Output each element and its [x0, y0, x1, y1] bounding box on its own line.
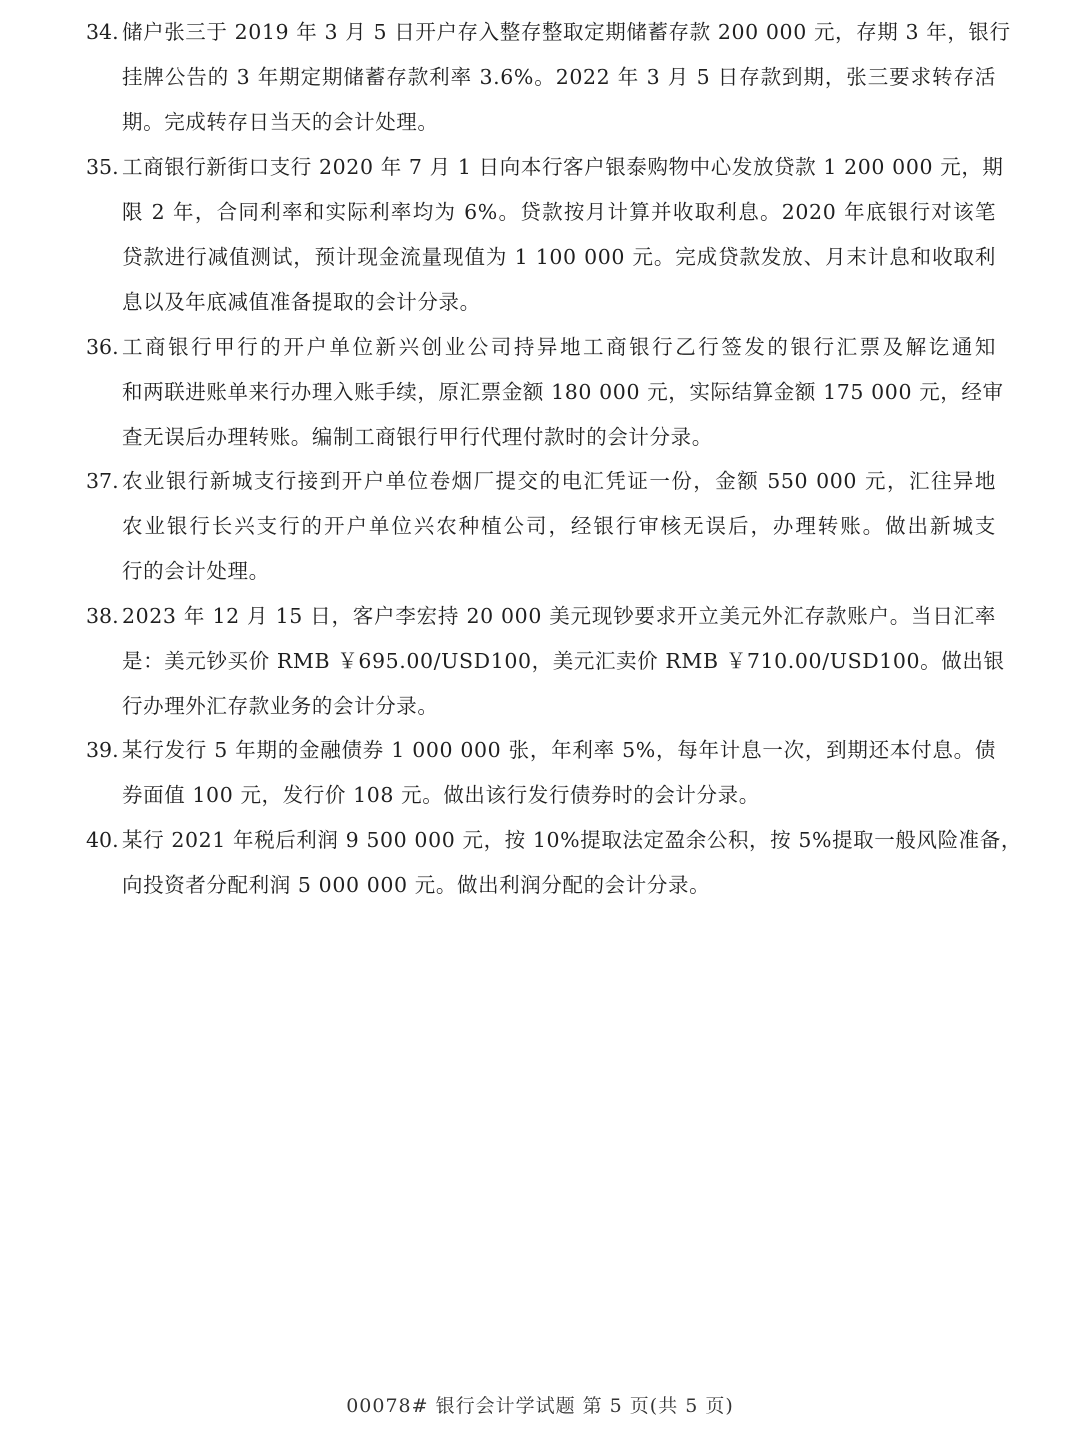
- question-number: 39.: [86, 738, 119, 762]
- question-line: 查无误后办理转账。编制工商银行甲行代理付款时的会计分录。: [122, 425, 713, 449]
- question-line: 2023 年 12 月 15 日，客户李宏持 20 000 美元现钞要求开立美元外汇存款账户。当日汇率: [122, 604, 996, 628]
- page-footer: 00078# 银行会计学试题 第 5 页(共 5 页): [346, 1395, 734, 1417]
- question-line: 工商银行新街口支行 2020 年 7 月 1 日向本行客户银泰购物中心发放贷款 1 200 000 元，期: [122, 155, 1004, 179]
- question-line: 挂牌公告的 3 年期定期储蓄存款利率 3.6%。2022 年 3 月 5 日存款到期，张三要求转存活: [122, 65, 996, 89]
- question-number: 37.: [86, 469, 119, 493]
- question-line: 行办理外汇存款业务的会计分录。: [122, 694, 439, 718]
- question-line: 和两联进账单来行办理入账手续，原汇票金额 180 000 元，实际结算金额 175 000 元，经审: [122, 380, 1004, 404]
- question-line: 是：美元钞买价 RMB ￥695.00/USD100，美元汇卖价 RMB ￥710.00/USD100。做出银: [122, 649, 1005, 673]
- question-line: 储户张三于 2019 年 3 月 5 日开户存入整存整取定期储蓄存款 200 000 元，存期 3 年，银行: [122, 20, 1011, 44]
- question-number: 40.: [86, 828, 119, 852]
- question-number: 38.: [86, 604, 119, 628]
- question-line: 工商银行甲行的开户单位新兴创业公司持异地工商银行乙行签发的银行汇票及解讫通知: [122, 335, 996, 359]
- question-number: 35.: [86, 155, 119, 179]
- question-line: 某行发行 5 年期的金融债券 1 000 000 张，年利率 5%，每年计息一次，到期还本付息。债: [122, 738, 996, 762]
- question-number: 36.: [86, 335, 119, 359]
- question-line: 行的会计处理。: [122, 559, 270, 583]
- question-line: 贷款进行减值测试，预计现金流量现值为 1 100 000 元。完成贷款发放、月末计息和收取利: [122, 245, 996, 269]
- question-line: 某行 2021 年税后利润 9 500 000 元，按 10%提取法定盈余公积，按 5%提取一般风险准备，: [122, 828, 1022, 852]
- question-line: 向投资者分配利润 5 000 000 元。做出利润分配的会计分录。: [122, 873, 711, 897]
- question-line: 农业银行新城支行接到开户单位卷烟厂提交的电汇凭证一份，金额 550 000 元，汇往异地: [122, 469, 996, 493]
- question-line: 农业银行长兴支行的开户单位兴农种植公司，经银行审核无误后，办理转账。做出新城支: [122, 514, 996, 538]
- question-number: 34.: [86, 20, 119, 44]
- question-line: 限 2 年，合同利率和实际利率均为 6%。贷款按月计算并收取利息。2020 年底银行对该笔: [122, 200, 996, 224]
- question-line: 券面值 100 元，发行价 108 元。做出该行发行债券时的会计分录。: [122, 783, 760, 807]
- question-line: 息以及年底减值准备提取的会计分录。: [122, 290, 481, 314]
- question-line: 期。完成转存日当天的会计处理。: [122, 110, 439, 134]
